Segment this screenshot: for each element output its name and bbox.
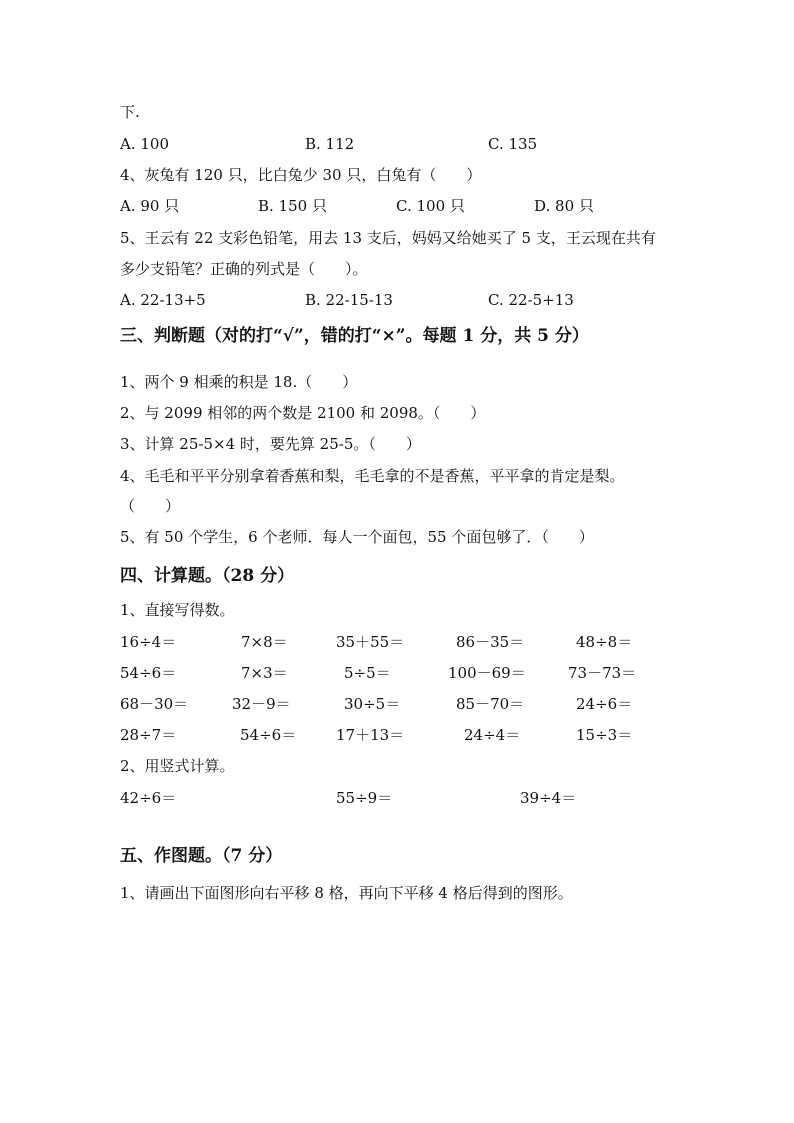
q5-option-a: A. 22-13+5 [120,291,206,309]
calc-cell: 73－73＝ [568,664,637,682]
q5-stem-line1: 5、王云有 22 支彩色铅笔，用去 13 支后，妈妈又给她买了 5 支，王云现在共有 [120,229,656,247]
section3-item-3: 3、计算 25-5×4 时，要先算 25-5。（ ） [120,435,421,453]
vertical-calc-3: 39÷4＝ [520,789,577,807]
vertical-calc-2: 55÷9＝ [336,789,393,807]
q5-stem-line2: 多少支铅笔？正确的列式是（ ）。 [120,260,368,278]
calc-cell: 28÷7＝ [120,726,177,744]
q4-option-c: C. 100 只 [396,197,465,215]
section3-item-4: 4、毛毛和平平分别拿着香蕉和梨，毛毛拿的不是香蕉，平平拿的肯定是梨。 [120,467,625,485]
q4-stem: 4、灰兔有 120 只，比白兔少 30 只，白兔有（ ） [120,166,482,184]
q5-option-c: C. 22-5+13 [488,291,574,309]
section4-sub2: 2、用竖式计算。 [120,757,235,775]
calc-cell: 54÷6＝ [120,664,177,682]
calc-cell: 100－69＝ [448,664,526,682]
calc-cell: 16÷4＝ [120,633,177,651]
calc-cell: 35＋55＝ [336,633,405,651]
q4-option-d: D. 80 只 [534,197,594,215]
q3-option-a: A. 100 [120,135,169,153]
calc-cell: 24÷4＝ [464,726,521,744]
calc-cell: 54÷6＝ [240,726,297,744]
q3-option-c: C. 135 [488,135,538,153]
section5-title: 五、作图题。（7 分） [120,846,283,866]
q5-option-b: B. 22-15-13 [305,291,393,309]
q4-option-b: B. 150 只 [258,197,327,215]
section5-item-1: 1、请画出下面图形向右平移 8 格，再向下平移 4 格后得到的图形。 [120,884,573,902]
section4-sub1: 1、直接写得数。 [120,601,235,619]
section3-title: 三、判断题（对的打“√”，错的打“×”。每题 1 分，共 5 分） [120,326,589,346]
q4-option-a: A. 90 只 [120,197,180,215]
calc-cell: 86－35＝ [456,633,525,651]
calc-cell: 30÷5＝ [344,695,401,713]
calc-cell: 7×8＝ [241,633,288,651]
section3-item-1: 1、两个 9 相乘的积是 18.（ ） [120,373,358,391]
calc-cell: 17＋13＝ [336,726,405,744]
section3-item-2: 2、与 2099 相邻的两个数是 2100 和 2098。（ ） [120,404,486,422]
calc-cell: 15÷3＝ [576,726,633,744]
calc-cell: 85－70＝ [456,695,525,713]
calc-cell: 48÷8＝ [576,633,633,651]
calc-cell: 5÷5＝ [344,664,391,682]
calc-cell: 24÷6＝ [576,695,633,713]
calc-cell: 68－30＝ [120,695,189,713]
section3-item-4-answer-blank: （ ） [120,497,181,515]
section3-item-5: 5、有 50 个学生，6 个老师．每人一个面包，55 个面包够了．（ ） [120,528,594,546]
q3-stem-tail: 下. [120,103,140,121]
vertical-calc-1: 42÷6＝ [120,789,177,807]
calc-cell: 7×3＝ [241,664,288,682]
calc-cell: 32－9＝ [232,695,291,713]
q3-option-b: B. 112 [305,135,355,153]
section4-title: 四、计算题。（28 分） [120,566,295,586]
